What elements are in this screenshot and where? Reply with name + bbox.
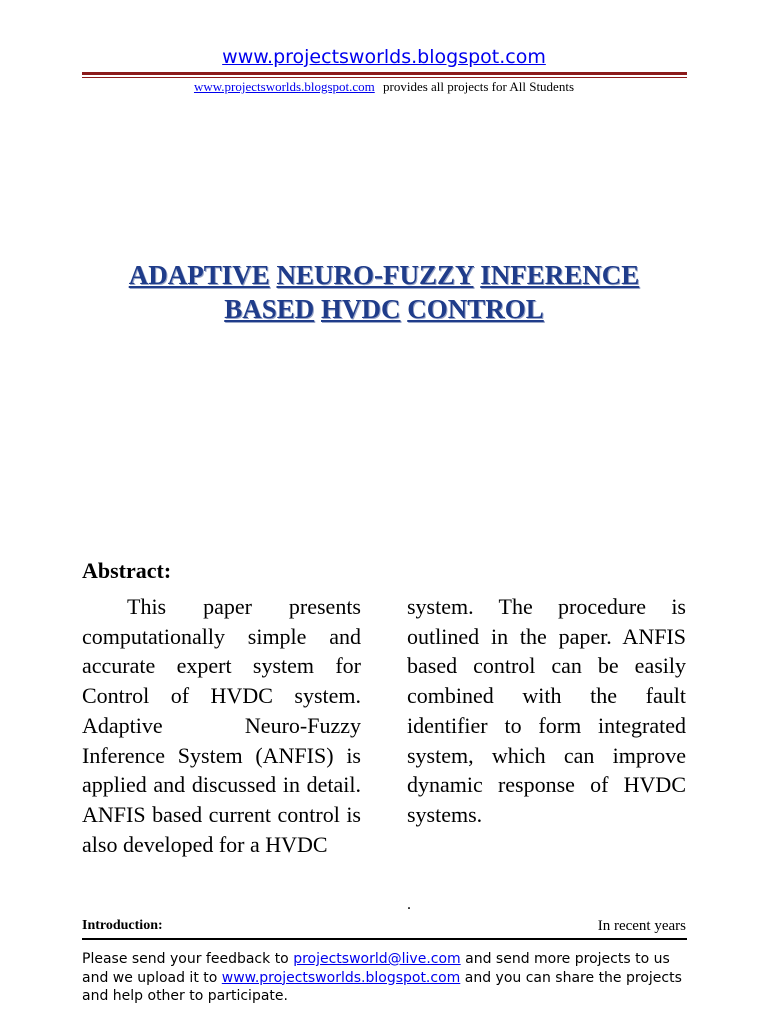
header-site-link[interactable]: www.projectsworlds.blogspot.com — [222, 46, 546, 68]
abstract-left-column: This paper presents computationally simple and accurate expert system for Control of HVDC system. Adaptive Neuro-Fuzzy Inference System (ANFIS) is applied and discussed in detail. ANFIS based current control is also developed for a HVDC — [82, 594, 361, 857]
title-line-1 — [0, 258, 768, 292]
footer-text-2: and send more projects to us and we upload it to — [82, 951, 670, 986]
title-word: HVDC — [321, 294, 401, 324]
abstract-heading: Abstract: — [82, 558, 172, 583]
header-divider-thick — [82, 72, 687, 75]
title-line-2 — [0, 292, 768, 326]
subheader-text: provides all projects for All Students — [383, 79, 575, 94]
footer-text-1: Please send your feedback to — [82, 951, 294, 967]
column-dot: . — [407, 896, 411, 913]
footer-email-link[interactable]: projectsworld@live.com — [293, 951, 461, 967]
title-word: NEURO-FUZZY — [276, 260, 474, 290]
introduction-start-text: In recent years — [597, 918, 686, 934]
page-title — [0, 258, 768, 326]
title-word: ADAPTIVE — [128, 260, 270, 290]
footer-note — [82, 950, 692, 1006]
introduction-heading: Introduction: — [82, 918, 163, 933]
abstract-right-column: system. The procedure is outlined in the paper. ANFIS based control can be easily combined with the fault identifier to form integrated system, which can improve dynamic response of HVDC systems. — [407, 594, 686, 827]
footer-text-3: and you can share the projects and help other to participate. — [82, 969, 682, 1004]
title-word: INFERENCE — [480, 260, 640, 290]
footer-divider — [82, 938, 687, 940]
footer-site-link[interactable]: www.projectsworlds.blogspot.com — [221, 969, 461, 986]
subheader-link[interactable]: www.projectsworlds.blogspot.com — [193, 79, 375, 94]
header-divider-thin — [82, 77, 687, 78]
subheader — [0, 79, 768, 95]
title-word: BASED — [224, 294, 315, 324]
title-word: CONTROL — [407, 294, 544, 324]
